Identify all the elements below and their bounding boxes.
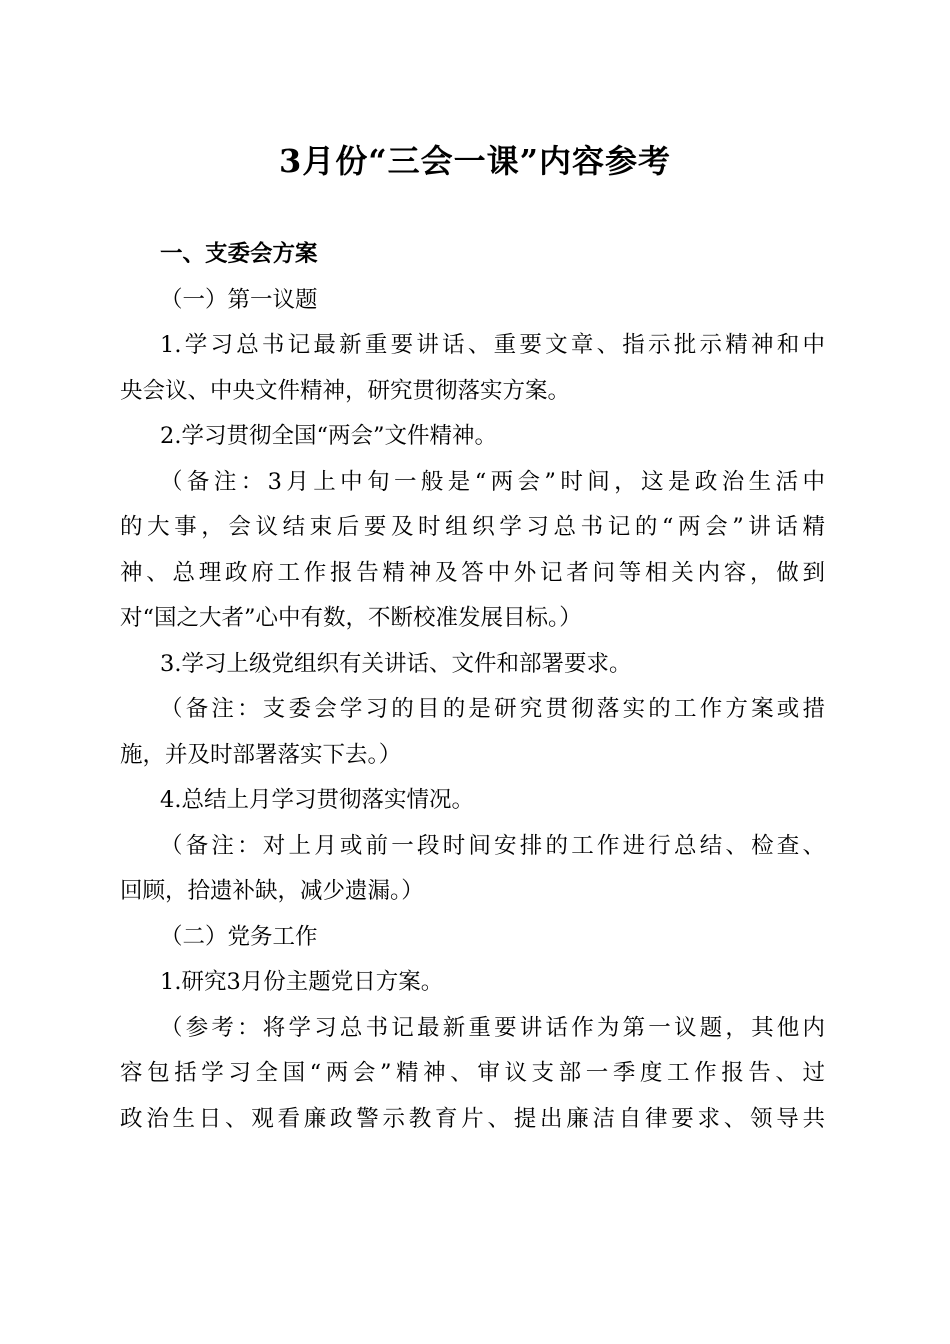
note-line: 回顾，拾遗补缺，减少遗漏。）: [120, 878, 424, 904]
note-line: （备注：对上月或前一段时间安排的工作进行总结、检查、: [160, 832, 825, 859]
subsection-heading-1: （一）第一议题: [160, 286, 318, 313]
paragraph-line: 3.学习上级党组织有关讲话、文件和部署要求。: [160, 650, 632, 677]
document-body: [120, 232, 825, 1142]
subsection-heading-2: （二）党务工作: [160, 923, 318, 950]
paragraph-line: 1.学习总书记最新重要讲话、重要文章、指示批示精神和中: [160, 332, 825, 358]
note-line: （备注：3月上中旬一般是“两会”时间，这是政治生活中: [160, 468, 825, 495]
note-line: （备注：支委会学习的目的是研究贯彻落实的工作方案或措: [160, 696, 825, 722]
paragraph-line: 央会议、中央文件精神，研究贯彻落实方案。: [120, 377, 571, 404]
document-title: 3月份“三会一课”内容参考: [278, 142, 672, 180]
paragraph-line: 2.学习贯彻全国“两会”文件精神。: [160, 423, 497, 449]
section-heading-1: 一、支委会方案: [160, 241, 318, 267]
paragraph-line: 4.总结上月学习贯彻落实情况。: [160, 787, 474, 813]
note-line: 的大事，会议结束后要及时组织学习总书记的“两会”讲话精: [120, 514, 825, 540]
note-line: 施，并及时部署落实下去。）: [120, 741, 402, 768]
note-line: （参考：将学习总书记最新重要讲话作为第一议题，其他内: [160, 1014, 825, 1041]
paragraph-line: 1.研究3月份主题党日方案。: [160, 969, 444, 995]
note-line: 容包括学习全国“两会”精神、审议支部一季度工作报告、过: [120, 1060, 825, 1086]
note-line: 神、总理政府工作报告精神及答中外记者问等相关内容，做到: [120, 559, 825, 586]
note-line: 对“国之大者”心中有数，不断校准发展目标。）: [120, 605, 582, 631]
note-line: 政治生日、观看廉政警示教育片、提出廉洁自律要求、领导共: [120, 1105, 825, 1132]
